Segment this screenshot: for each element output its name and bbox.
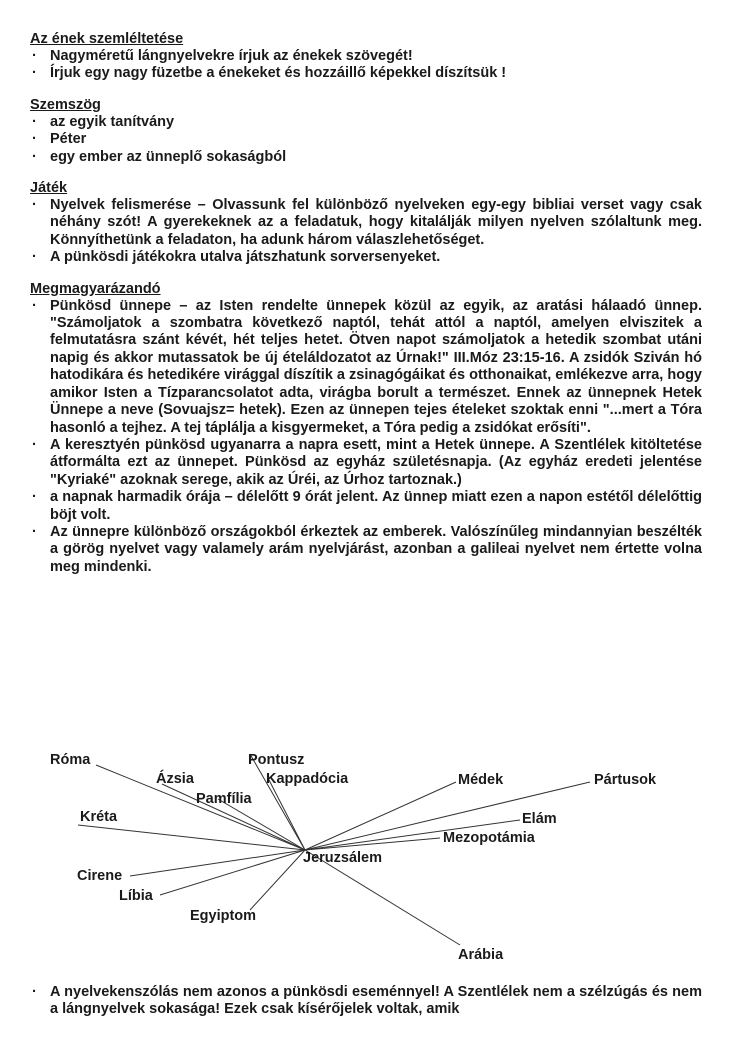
bullet-icon: · bbox=[32, 48, 37, 64]
place-cirene: Cirene bbox=[77, 868, 123, 884]
section-heading: Megmagyarázandó bbox=[30, 280, 161, 297]
place-egyiptom: Egyiptom bbox=[190, 908, 257, 924]
list-item-text: A nyelvekenszólás nem azonos a pünkösdi eseménnyel! A Szentlélek nem a szélzúgás és nem a lángnyelvek sokasága! Ezek csak kísérőjelek voltak, amik bbox=[50, 984, 702, 1018]
list-item bbox=[30, 65, 702, 82]
list-item-text: A keresztyén pünkösd ugyanarra a napra esett, mint a Hetek ünnepe. A Szentlélek kitöltetése átformálta ezt az ünnepet. Pünkösd az egyház születésnapja. (Az egyház eredeti jelentése "Kyriaké" azoknak serege, akik az Úréi, az Úrhoz tartoznak.) bbox=[50, 436, 702, 488]
bullet-icon: · bbox=[32, 297, 37, 314]
bullet-icon: · bbox=[32, 436, 37, 453]
places-diagram bbox=[0, 740, 734, 970]
bottom-paragraph bbox=[30, 984, 702, 1019]
place-jeruzsalem: Jeruzsálem bbox=[303, 850, 382, 866]
place-partusok: Pártusok bbox=[594, 772, 657, 788]
place-kappadocia: Kappadócia bbox=[266, 771, 349, 787]
section-heading: Játék bbox=[30, 180, 68, 197]
section-enek-szemleltetese bbox=[30, 30, 702, 83]
line-cirene bbox=[130, 850, 305, 876]
bullet-icon: · bbox=[32, 489, 37, 506]
list-item bbox=[30, 524, 702, 576]
line-kreta bbox=[78, 825, 305, 850]
place-libia: Líbia bbox=[119, 888, 153, 904]
place-roma: Róma bbox=[50, 752, 91, 768]
list-item bbox=[30, 249, 702, 266]
bullet-icon: · bbox=[32, 197, 37, 214]
bullet-list bbox=[30, 984, 702, 1019]
line-pontusz bbox=[250, 754, 305, 850]
list-item bbox=[30, 489, 702, 524]
section-heading: Szemszög bbox=[30, 96, 101, 113]
list-item bbox=[30, 114, 702, 131]
list-item bbox=[30, 131, 702, 148]
place-arabia: Arábia bbox=[458, 947, 504, 963]
list-item bbox=[30, 197, 702, 249]
place-azsia: Ázsia bbox=[156, 771, 194, 787]
section-jatek bbox=[30, 179, 702, 267]
section-megmagyarazando bbox=[30, 280, 702, 577]
list-item bbox=[30, 48, 702, 65]
list-item bbox=[30, 149, 702, 166]
bullet-icon: · bbox=[32, 249, 37, 266]
place-pontusz: Pontusz bbox=[248, 752, 305, 768]
list-item-text: Pünkösd ünnepe – az Isten rendelte ünnepek közül az egyik, az aratási hálaadó ünnep. "Számoljatok a szombatra következő naptól, tehát attól a naptól, amelyen elviszitek a felmutatásra szánt kévét, hét teljes hetet. Ötven napot számoljatok a hetedik szombat utáni napig és akkor mutassatok be új ételáldozatot az Úrnak!" III.Móz 23:15-16. A zsidók Sziván hó hatodikára és hetedikére virággal díszítik a zsinagógáikat és otthonaikat, emlékezve arra, hogy amikor Isten a Tízparancsolatot adta, virágba borult a természet. Ennek az ünnepnek Hetek Ünnepe a neve (Sovuajsz= hetek). Ezen az ünnepen tejes ételeket szoktak enni "...mert a Tóra hasonló a tejhez. A tej táplálja a kisgyermeket, a Tóra pedig a zsidókat erősíti". bbox=[50, 297, 702, 436]
list-item-text: A pünkösdi játékokra utalva játszhatunk sorversenyeket. bbox=[50, 249, 441, 266]
list-item-text: Péter bbox=[50, 131, 87, 148]
list-item bbox=[30, 984, 702, 1019]
line-libia bbox=[160, 850, 305, 895]
bullet-icon: · bbox=[32, 984, 37, 1000]
section-szemszog bbox=[30, 96, 702, 166]
list-item-text: Nyelvek felismerése – Olvassunk fel különböző nyelveken egy-egy bibliai verset vagy csak néhány szót! A gyerekeknek az a feladatuk, hogy kitalálják milyen nyelven szólaltunk meg. Könnyíthetünk a feladaton, ha adunk három válaszlehetőséget. bbox=[50, 197, 702, 248]
bullet-icon: · bbox=[32, 131, 37, 148]
line-mezopotamia bbox=[305, 838, 440, 850]
bullet-icon: · bbox=[32, 148, 37, 165]
bullet-list bbox=[30, 114, 702, 166]
place-mezopotamia: Mezopotámia bbox=[443, 830, 535, 846]
list-item bbox=[30, 437, 702, 489]
list-item-text: a napnak harmadik órája – délelőtt 9 órát jelent. Az ünnep miatt ezen a napon estétől délelőttig böjt volt. bbox=[50, 489, 702, 523]
list-item-text: Nagyméretű lángnyelvekre írjuk az énekek szövegét! bbox=[50, 48, 413, 64]
place-elam: Elám bbox=[522, 811, 557, 827]
list-item bbox=[30, 298, 702, 437]
bullet-list bbox=[30, 298, 702, 577]
bullet-icon: · bbox=[32, 523, 37, 540]
bullet-list bbox=[30, 48, 702, 83]
bullet-icon: · bbox=[32, 65, 37, 82]
list-item-text: egy ember az ünneplő sokaságból bbox=[50, 148, 287, 165]
place-pamfilia: Pamfília bbox=[196, 791, 252, 807]
list-item-text: az egyik tanítvány bbox=[50, 113, 175, 130]
place-kreta: Kréta bbox=[80, 809, 118, 825]
section-heading: Az ének szemléltetése bbox=[30, 31, 184, 47]
place-medek: Médek bbox=[458, 772, 504, 788]
bullet-list bbox=[30, 197, 702, 267]
list-item-text: Az ünnepre különböző országokból érkeztek az emberek. Valószínűleg mindannyian beszélték a görög nyelvet vagy valamely arám nyelvjárást, azonban a galileai nyelvet nem értette volna meg mindenki. bbox=[50, 523, 702, 575]
list-item-text: Írjuk egy nagy füzetbe a énekeket és hozzáillő képekkel díszítsük ! bbox=[50, 65, 507, 82]
bullet-icon: · bbox=[32, 113, 37, 130]
document-content bbox=[30, 30, 702, 589]
